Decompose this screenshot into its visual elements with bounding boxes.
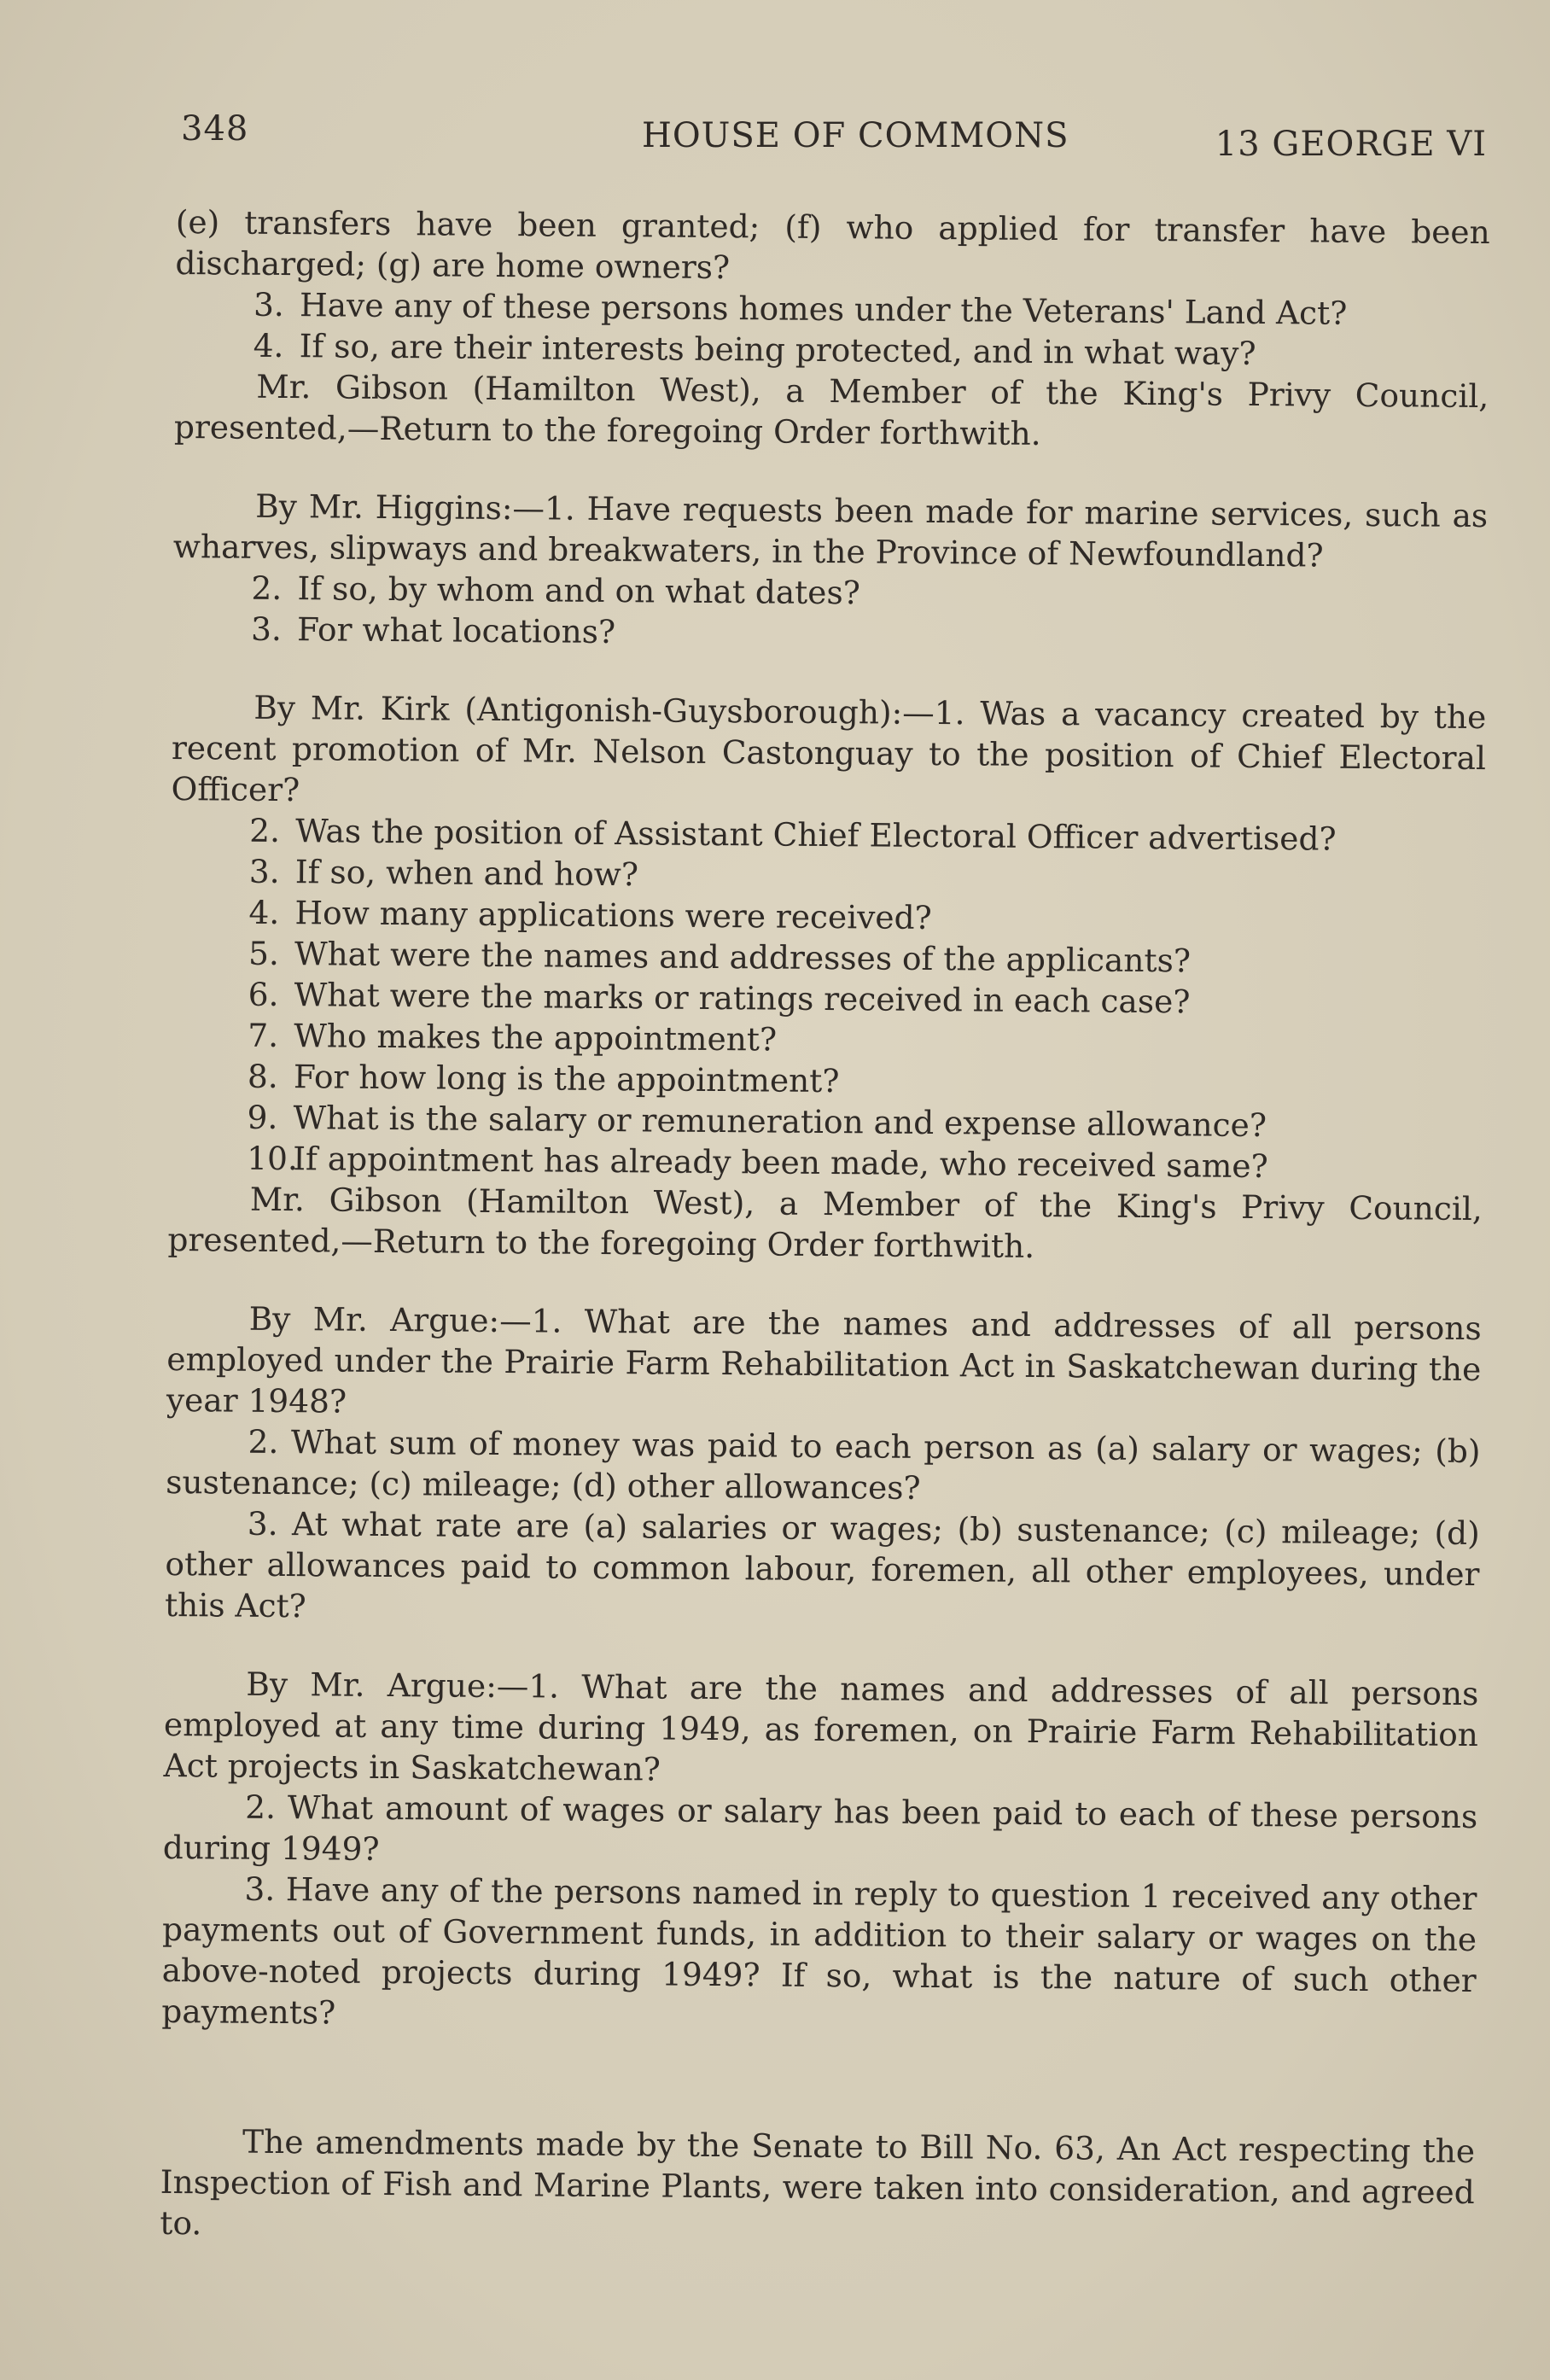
question-2: 2. If so, by whom and on what dates? [251,569,860,612]
senate-amendments-text: The amendments made by the Senate to Bill No. 63, An Act respecting the Inspection of Fish and Marine Plants, were taken into consideration, and agreed to. [160,2122,1476,2243]
question-2: 2. Was the position of Assistant Chief Electoral Officer advertised? [249,811,1337,858]
spacer [160,2032,1476,2131]
question-continuation: (e) transfers have been granted; (f) who applied for transfer have been discharged; (g) are home owners? [175,202,1490,287]
question-8-text: For how long is the appointment? [293,1058,840,1100]
page-number: 348 [181,109,249,149]
question-3-text: Have any of these persons homes under the Veterans' Land Act? [299,286,1348,332]
question-4: 4. If so, are their interests being protected, and in what way? [253,326,1256,372]
question-4-text: If so, are their interests being protected, and in what way? [299,327,1256,372]
question-7-text: Who makes the appointment? [294,1017,778,1059]
question-8: 8. For how long is the appointment? [247,1057,840,1100]
argue-section-1949 [161,1663,1478,2042]
question-1: By Mr. Argue:—1. What are the names and addresses of all persons employed under the Prairie Farm Rehabilitation Act in Saskatchewan during the year 1948? [166,1299,1482,1420]
question-3: 3. Have any of the persons named in reply to question 1 received any other payments out of Government funds, in addition to their salary or wages on the above-noted projects during 1949? If so, what is the nature of such other payments? [161,1870,1477,2032]
question-6: 6. What were the marks or ratings received in each case? [248,975,1191,1021]
question-10: 10.If appointment has already been made, who received same? [247,1139,1268,1186]
question-3: 3. Have any of these persons homes under the Veterans' Land Act? [253,285,1348,332]
higgins-section [172,485,1488,659]
senate-amendments-section [160,2120,1475,2254]
question-4: 4. How many applications were received? [248,893,932,936]
question-2-text: If so, by whom and on what dates? [297,569,860,612]
regnal-year: 13 GEORGE VI [1215,125,1487,164]
running-title: HOUSE OF COMMONS [642,116,1069,155]
question-2: 2. What amount of wages or salary has been paid to each of these persons during 1949? [162,1788,1478,1868]
return-presented: Mr. Gibson (Hamilton West), a Member of the King's Privy Council, presented,—Return to the foregoing Order forthwith. [167,1180,1483,1265]
question-4-text: How many applications were received? [294,894,932,936]
question-7: 7. Who makes the appointment? [248,1016,778,1059]
kirk-section [167,686,1486,1270]
question-10-text: If appointment has already been made, who received same? [293,1140,1268,1186]
question-1: By Mr. Kirk (Antigonish-Guysborough):—1. Was a vacancy created by the recent promotion of Mr. Nelson Castonguay to the position of Chief Electoral Officer? [171,688,1487,809]
question-3-text: If so, when and how? [294,853,639,894]
question-1: By Mr. Argue:—1. What are the names and addresses of all persons employed at any time during 1949, as foremen, on Prairie Farm Rehabilitation Act projects in Saskatchewan? [163,1665,1479,1788]
question-2-text: Was the position of Assistant Chief Electoral Officer advertised? [295,812,1337,858]
page-body [160,201,1490,2254]
question-9: 9. What is the salary or remuneration and expense allowance? [247,1098,1267,1145]
question-5-text: What were the names and addresses of the applicants? [294,935,1192,980]
page-header [181,109,1487,169]
veterans-section [174,201,1490,458]
question-2: 2. What sum of money was paid to each person as (a) salary or wages; (b) sustenance; (c) mileage; (d) other allowances? [166,1422,1481,1507]
question-3: 3. For what locations? [250,610,616,651]
question-5: 5. What were the names and addresses of the applicants? [248,934,1192,980]
argue-section-1948 [165,1298,1482,1636]
question-3: 3. At what rate are (a) salaries or wages; (b) sustenance; (c) mileage; (d) other allowances paid to common labour, foremen, all other employees, under this Act? [164,1504,1480,1625]
question-9-text: What is the salary or remuneration and expense allowance? [293,1099,1267,1145]
question-6-text: What were the marks or ratings received in each case? [294,976,1191,1021]
question-1: By Mr. Higgins:—1. Have requests been made for marine services, such as wharves, slipways and breakwaters, in the Province of Newfoundland? [172,487,1489,575]
question-3-text: For what locations? [296,610,616,651]
question-3: 3. If so, when and how? [248,852,639,894]
return-presented: Mr. Gibson (Hamilton West), a Member of the King's Privy Council, presented,—Return to the foregoing Order forthwith. [173,367,1489,452]
